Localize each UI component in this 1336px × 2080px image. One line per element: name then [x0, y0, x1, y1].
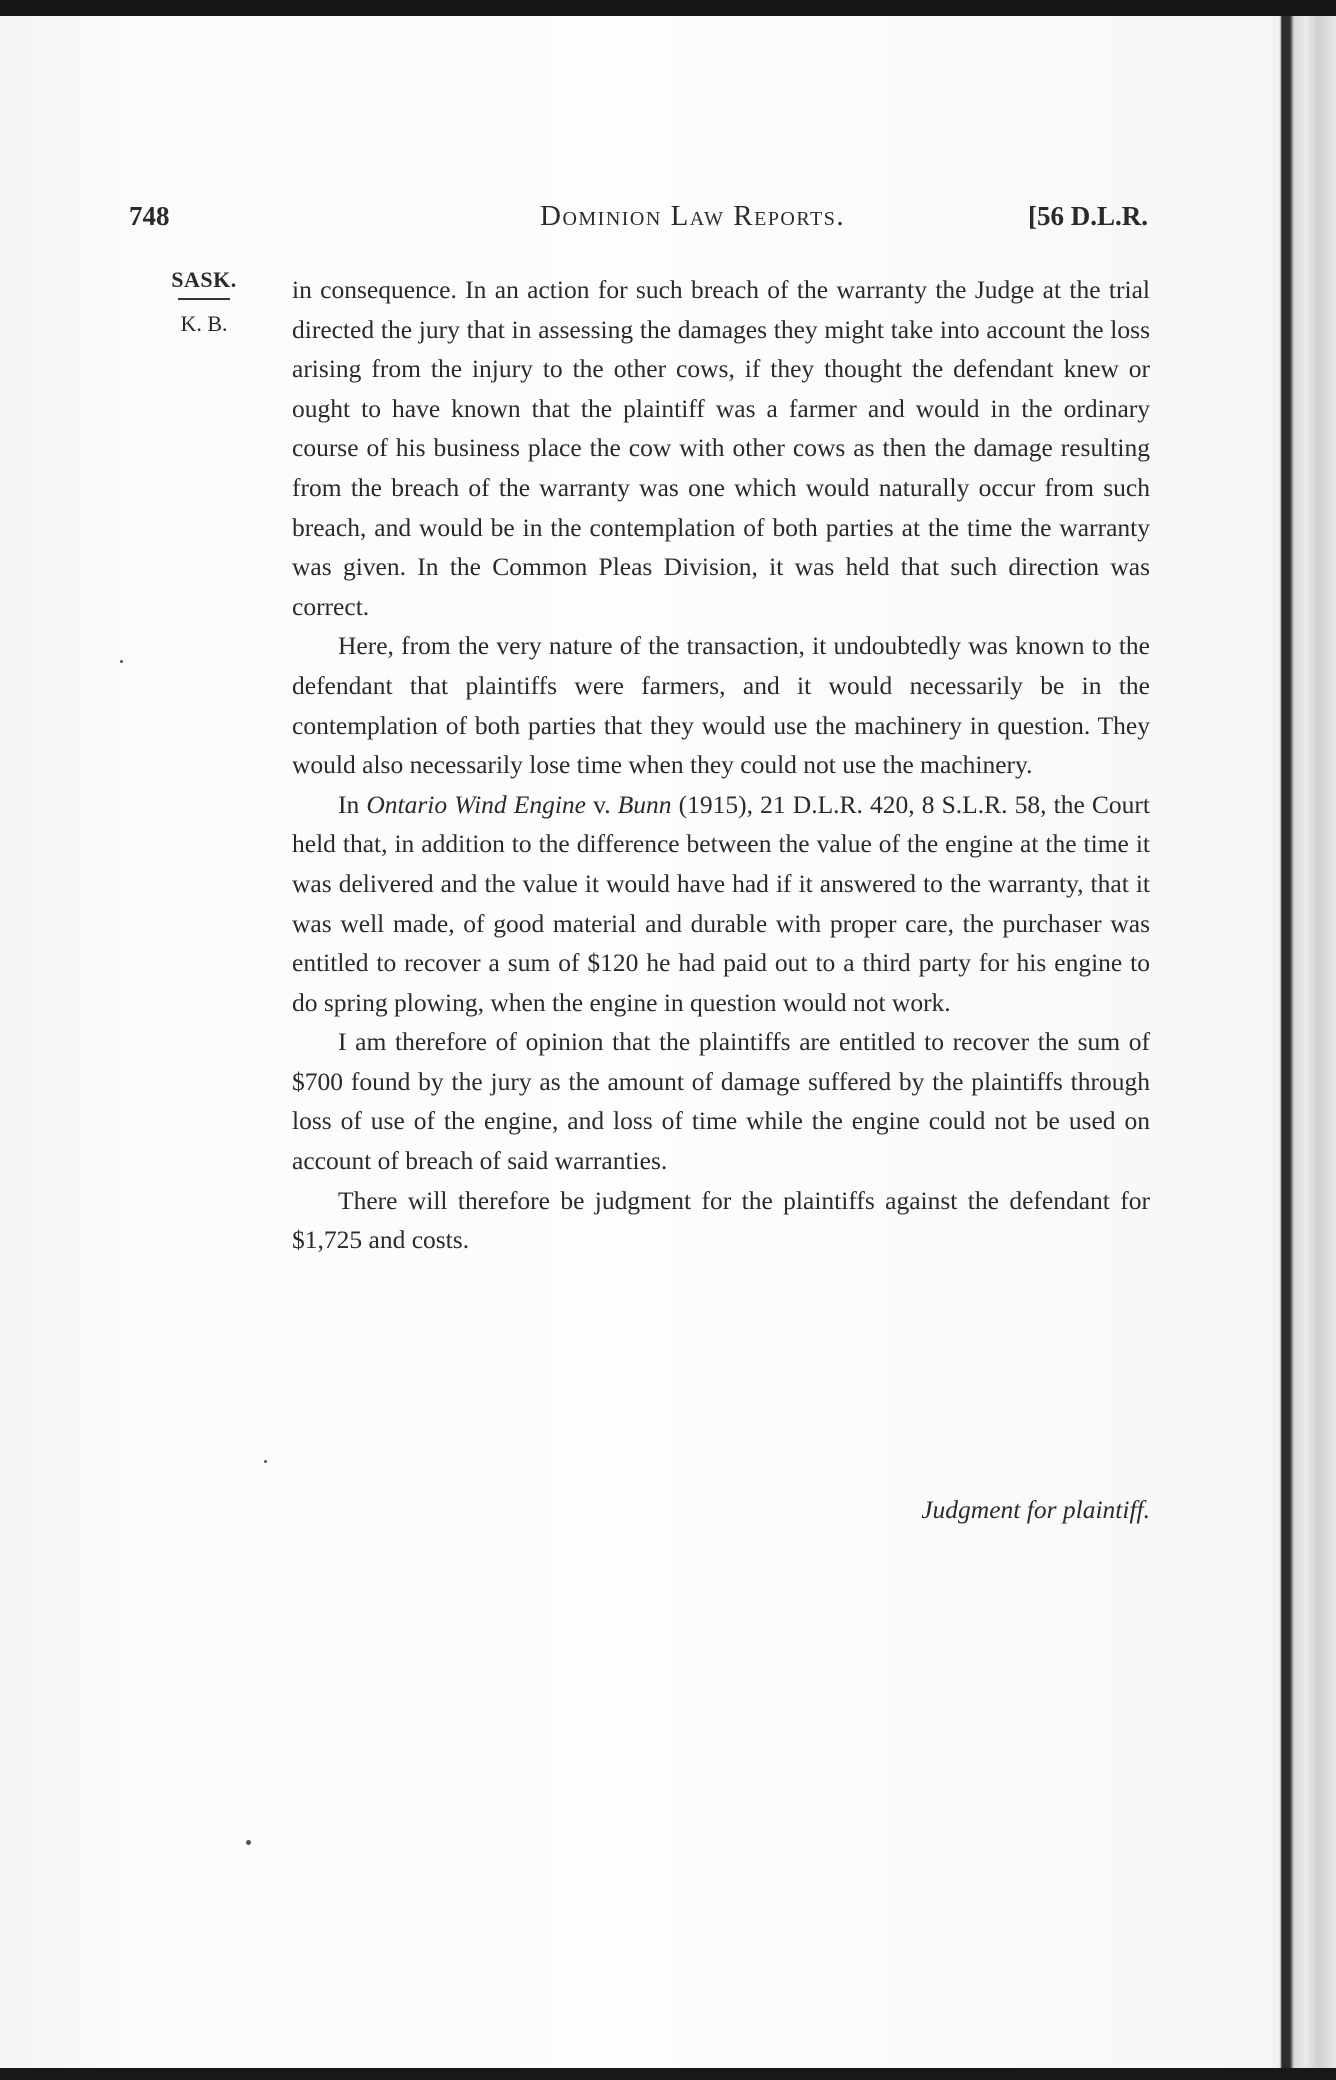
party-name: Bunn [617, 789, 672, 819]
running-head [120, 194, 1152, 238]
margin-rule [178, 298, 230, 300]
body-text [292, 270, 1150, 1260]
paragraph-3-lead: In [338, 789, 367, 819]
scan-speck [120, 660, 123, 663]
page-binding-edge [1272, 16, 1336, 2068]
page-number: 748 [129, 201, 170, 231]
paragraph-4: I am therefore of opinion that the plaintiffs are entitled to recover the sum of $700 found by the jury as the amount of damage suffered by the plaintiffs through loss of use of the engine, and loss of time while the engine could not be used on account of breach of said warranties. [292, 1027, 1150, 1176]
margin-note [160, 262, 248, 342]
case-name: Ontario Wind Engine [366, 789, 587, 819]
scan-speck [246, 1840, 251, 1845]
paragraph-5: There will therefore be judgment for the plaintiffs against the defendant for $1,725 and costs. [292, 1185, 1150, 1255]
paragraph-3-rest: (1915), 21 D.L.R. 420, 8 S.L.R. 58, the Court held that, in addition to the difference between the value of the engine at the time it was delivered and the value it would have had if it answered to the warranty, that it was well made, of good material and durable with proper care, the purchaser was entitled to recover a sum of $120 he had paid out to a third party for his engine to do spring plowing, when the engine in question would not work. [292, 789, 1150, 1017]
scan-top-border [0, 0, 1336, 16]
scan-speck [264, 1460, 267, 1463]
paragraph-2: Here, from the very nature of the transaction, it undoubtedly was known to the defendant that plaintiffs were farmers, and it would necessarily be in the contemplation of both parties that they would use the machinery in question. They would also necessarily lose time when they could not use the machinery. [292, 631, 1150, 780]
paragraph-1: in consequence. In an action for such breach of the warranty the Judge at the trial directed the jury that in assessing the damages they might take into account the loss arising from the injury to the other cows, if they thought the defendant knew or ought to have known that the plaintiff was a farmer and would in the ordinary course of his business place the cow with other cows as then the damage resulting from the breach of the warranty was one which would naturally occur from such breach, and would be in the contemplation of both parties at the time the warranty was given. In the Common Pleas Division, it was held that such direction was correct. [292, 275, 1150, 621]
versus: v. [586, 789, 618, 819]
scan-bottom-border [0, 2068, 1336, 2080]
judgment-note: Judgment for plaintiff. [921, 1495, 1150, 1524]
margin-province: SASK. [171, 267, 237, 292]
journal-title: Dominion Law Reports. [540, 200, 846, 232]
margin-court: K. B. [180, 311, 228, 336]
paragraph-3 [292, 785, 1150, 1023]
volume-reference: [56 D.L.R. [1028, 201, 1148, 231]
